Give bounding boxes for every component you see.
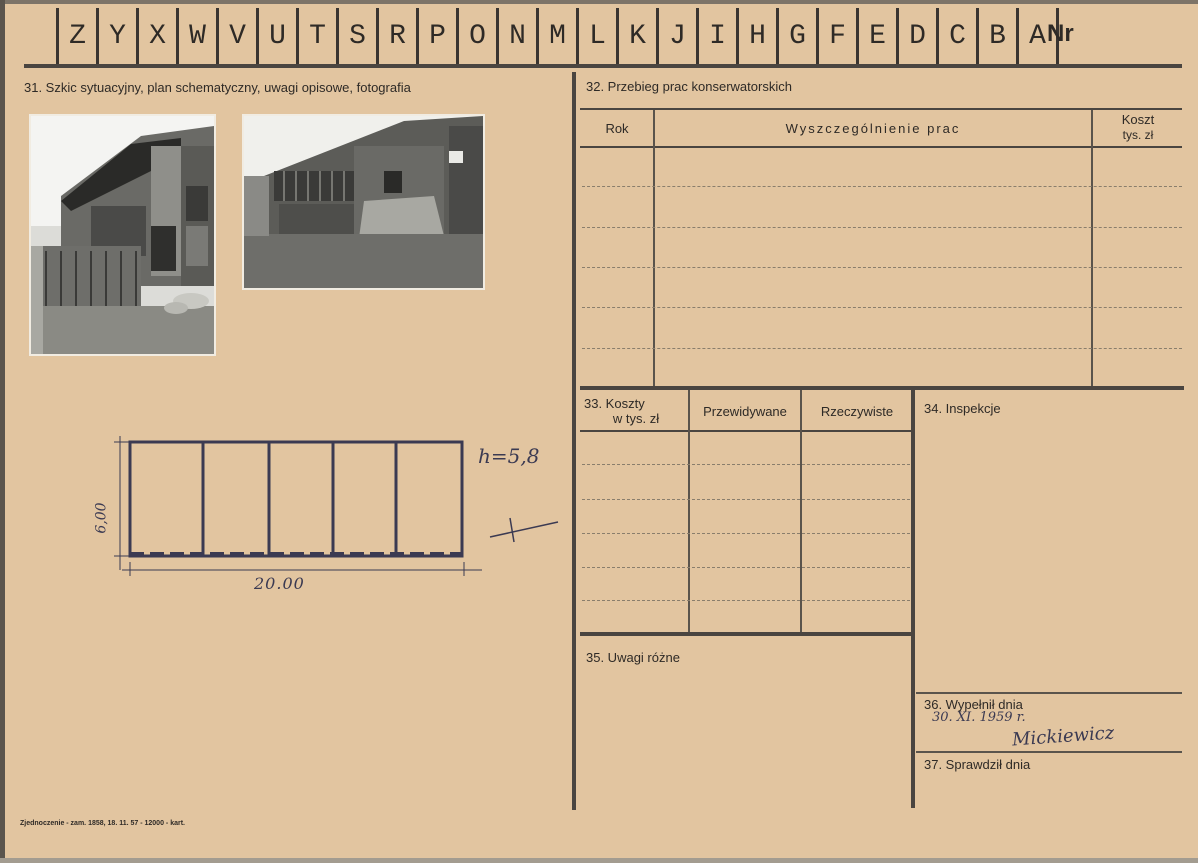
card-bottom-edge	[0, 858, 1198, 863]
letter-cell: T	[296, 8, 336, 66]
letter-cell: D	[896, 8, 936, 66]
section-37-top-rule	[916, 751, 1182, 753]
row-rule	[582, 307, 1182, 308]
letter-cell: F	[816, 8, 856, 66]
letter-cell: C	[936, 8, 976, 66]
letter-cell: P	[416, 8, 456, 66]
depth-dimension: 6,00	[93, 502, 110, 534]
row-rule	[582, 499, 910, 500]
col-planned-header: Przewidywane	[703, 404, 787, 419]
section-34-divider	[911, 390, 915, 808]
letter-cell: A	[1016, 8, 1059, 66]
row-rule	[582, 186, 1182, 187]
section-32-title: 32. Przebieg prac konserwatorskich	[586, 79, 792, 94]
row-rule	[582, 567, 910, 568]
photo-2-image	[244, 116, 483, 288]
section-32-col-divider-2	[1091, 110, 1093, 386]
row-rule	[582, 533, 910, 534]
letter-cell: O	[456, 8, 496, 66]
row-rule	[582, 227, 1182, 228]
letter-cell: N	[496, 8, 536, 66]
section-33-unit: w tys. zł	[612, 411, 660, 426]
row-rule	[582, 600, 910, 601]
col-year-header: Rok	[605, 121, 629, 136]
card-top-edge	[0, 0, 1198, 4]
header-rule	[24, 64, 1182, 68]
card-left-edge	[0, 0, 5, 863]
letter-cell: E	[856, 8, 896, 66]
row-rule	[582, 348, 1182, 349]
row-rule	[582, 464, 910, 465]
letter-cell: M	[536, 8, 576, 66]
letter-index-strip	[56, 8, 1059, 66]
section-34-title: 34. Inspekcje	[924, 401, 1001, 416]
left-right-divider	[572, 72, 576, 810]
width-dimension: 20.00	[254, 574, 305, 593]
section-33-col-divider-1	[688, 390, 690, 632]
photo-1-image	[31, 116, 214, 354]
section-35-title: 35. Uwagi różne	[586, 650, 680, 665]
fill-date: 30. XI. 1959 r.	[932, 710, 1026, 725]
section-32-bottom-rule	[580, 386, 1184, 390]
section-31-title: 31. Szkic sytuacyjny, plan schematyczny, uwagi opisowe, fotografia	[24, 80, 411, 95]
col-cost-unit: tys. zł	[1122, 128, 1154, 142]
section-36-title: 36. Wypełnił dnia	[924, 697, 1023, 712]
photo-1	[29, 114, 216, 356]
section-33-col-divider-2	[800, 390, 802, 632]
letter-cell: X	[136, 8, 176, 66]
section-37-title: 37. Sprawdził dnia	[924, 757, 1031, 772]
col-details-header: Wyszczególnienie prac	[785, 121, 961, 136]
section-36-top-rule	[916, 692, 1182, 694]
letter-cell: Z	[56, 8, 96, 66]
letter-cell: V	[216, 8, 256, 66]
letter-cell: G	[776, 8, 816, 66]
letter-cell: K	[616, 8, 656, 66]
letter-cell: H	[736, 8, 776, 66]
letter-cell: L	[576, 8, 616, 66]
section-33-title: 33. Koszty	[584, 396, 645, 411]
col-cost-header: Koszt	[1121, 112, 1155, 127]
letter-cell: J	[656, 8, 696, 66]
letter-cell: S	[336, 8, 376, 66]
col-actual-header: Rzeczywiste	[820, 404, 894, 419]
signature: Mickiewicz	[1011, 722, 1115, 751]
letter-cell: U	[256, 8, 296, 66]
section-33-bottom-rule	[580, 632, 912, 636]
print-note: Zjednoczenie - zam. 1858, 18. 11. 57 - 12000 - kart.	[20, 820, 185, 827]
letter-cell: R	[376, 8, 416, 66]
height-note: h=5,8	[478, 444, 540, 468]
letter-cell: W	[176, 8, 216, 66]
section-33-header-rule	[580, 430, 912, 432]
letter-cell: B	[976, 8, 1016, 66]
photo-2	[242, 114, 485, 290]
letter-cell: Y	[96, 8, 136, 66]
nr-label: Nr	[1047, 20, 1074, 47]
letter-cell: I	[696, 8, 736, 66]
section-32-col-divider-1	[653, 110, 655, 386]
row-rule	[582, 267, 1182, 268]
